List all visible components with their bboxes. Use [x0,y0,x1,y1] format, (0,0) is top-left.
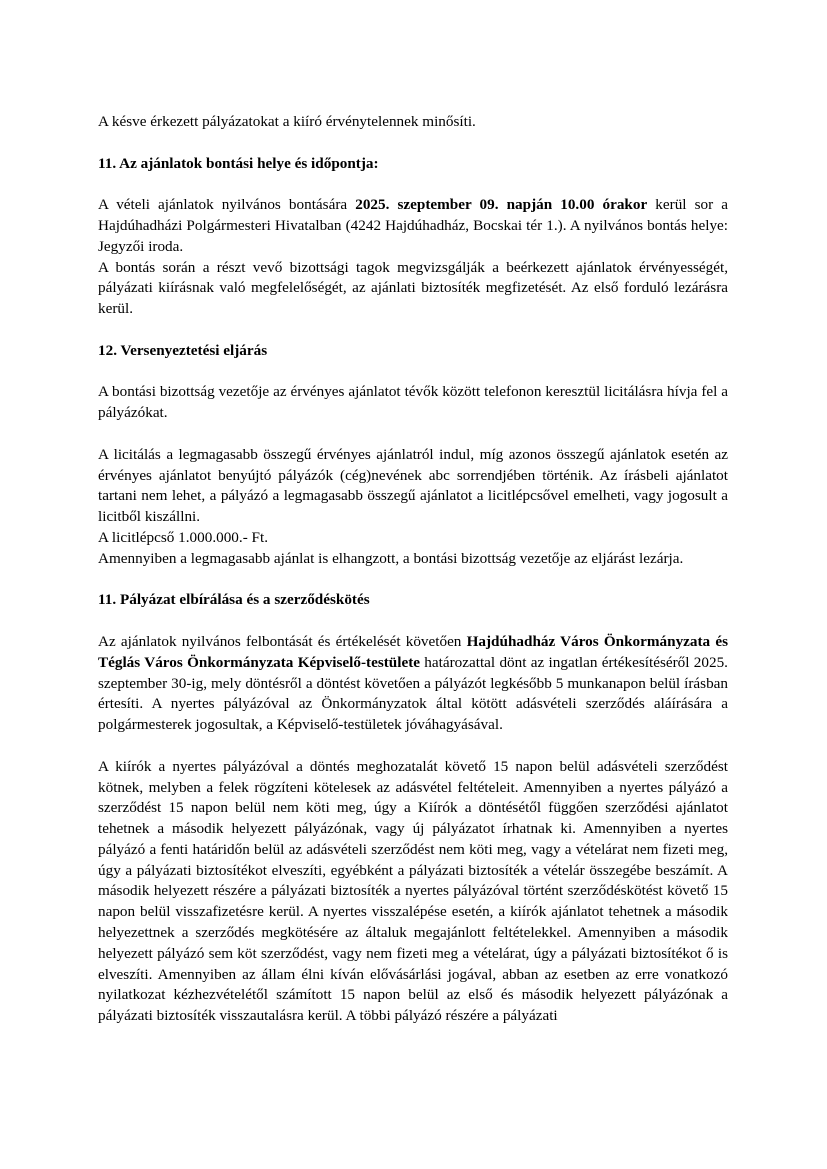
bidding-paragraph-4: Amennyiben a legmagasabb ajánlat is elhangzott, a bontási bizottság vezetője az eljárást lezárja. [98,549,684,567]
section-heading-bidding: 12. Versenyeztetési eljárás [98,341,268,359]
bidding-paragraph-1: A bontási bizottság vezetője az érvényes ajánlatot tévők között telefonon keresztül licitálásra hívja fel a pályázókat. [98,383,728,422]
opening-paragraph-1 [98,195,728,257]
document-body [98,112,728,1027]
intro-paragraph: A késve érkezett pályázatokat a kiíró érvénytelennek minősíti. [98,113,476,130]
section-heading-opening: 11. Az ajánlatok bontási helye és időpontja: [98,154,379,172]
opening-paragraph-2: A bontás során a részt vevő bizottsági tagok megvizsgálják a beérkezett ajánlatok érvényességét, pályázati kiírásnak való megfelelőségét, az ajánlati biztosíték megfizetését. Az első forduló lezárásra kerül. [98,258,728,318]
bidding-paragraph-2: A licitálás a legmagasabb összegű érvényes ajánlatról indul, míg azonos összegű ajánlatok esetén az érvényes ajánlatot benyújtó pályázók (cég)nevének abc sorrendjében történik. Az írásbeli ajánlatot tartani nem lehet, a pályázó a legmagasabb összegű ajánlatot a licitlépcsővel emelheti, vagy jogosult a licitből kiszállni. [98,445,728,526]
evaluation-paragraph-2: A kiírók a nyertes pályázóval a döntés meghozatalát követő 15 napon belül adásvételi szerződést kötnek, melyben a felek rögzíteni kötelesek az adásvétel feltételeit. Amennyiben a nyertes pályázó a szerződést 15 napon belül nem köti meg, úgy a Kiírók a döntésétől függően szerződési ajánlatot tehetnek a második helyezett pályázónak, vagy új pályázatot írhatnak ki. Amennyiben a nyertes pályázó a fenti határidőn belül az adásvételi szerződést nem köti meg, vagy a vételárat nem fizeti meg, úgy a pályázati biztosítékot elveszíti, egyébként a pályázati biztosíték a vételár összegébe beszámít. A második helyezett részére a pályázati biztosíték a nyertes pályázóval történt szerződéskötést követő 15 napon belül visszafizetésre kerül. A nyertes visszalépése esetén, a kiírók ajánlatot tehetnek a második helyezettnek a szerződés megkötésére az általuk megajánlott feltételekkel. Amennyiben a második helyezett pályázó sem köt szerződést, vagy nem fizeti meg a vételárat, úgy a pályázati biztosítékot ő is elveszíti. Amennyiben az állam élni kíván elővásárlási jogával, abban az esetben az erre vonatkozó nyilatkozat kézhezvételétől számított 15 napon belül az első és második helyezett pályázónak a pályázati biztosíték visszautalásra kerül. A többi pályázó részére a pályázati [98,757,728,1025]
opening-text-pre: A vételi ajánlatok nyilvános bontására [98,196,356,214]
evaluation-paragraph-1 [98,632,728,736]
evaluation-authority-bold: Hajdúhadház Város Önkormányzata és Téglás Város Önkormányzata Képviselő-testülete [98,632,728,671]
opening-text-post: kerül sor a Hajdúhadházi Polgármesteri Hivatalban (4242 Hajdúhadház, Bocskai tér 1.). A nyilvános bontás helye: Jegyzői iroda. [98,196,728,255]
bidding-paragraph-3: A licitlépcső 1.000.000.- Ft. [98,528,269,546]
evaluation-text-pre: Az ajánlatok nyilvános felbontását és értékelését követően [98,632,467,650]
section-heading-evaluation: 11. Pályázat elbírálása és a szerződéskötés [98,591,370,609]
evaluation-text-post: határozattal dönt az ingatlan értékesítéséről 2025. szeptember 30-ig, mely döntésről a döntést követően a pályázót legkésőbb 5 munkanapon belül írásban értesíti. A nyertes pályázóval az Önkormányzatok által kötött adásvételi szerződés aláírására a polgármesterek jogosultak, a Képviselő-testületek jóváhagyásával. [98,653,728,734]
opening-date-bold: 2025. szeptember 09. napján 10.00 órakor [355,196,648,214]
